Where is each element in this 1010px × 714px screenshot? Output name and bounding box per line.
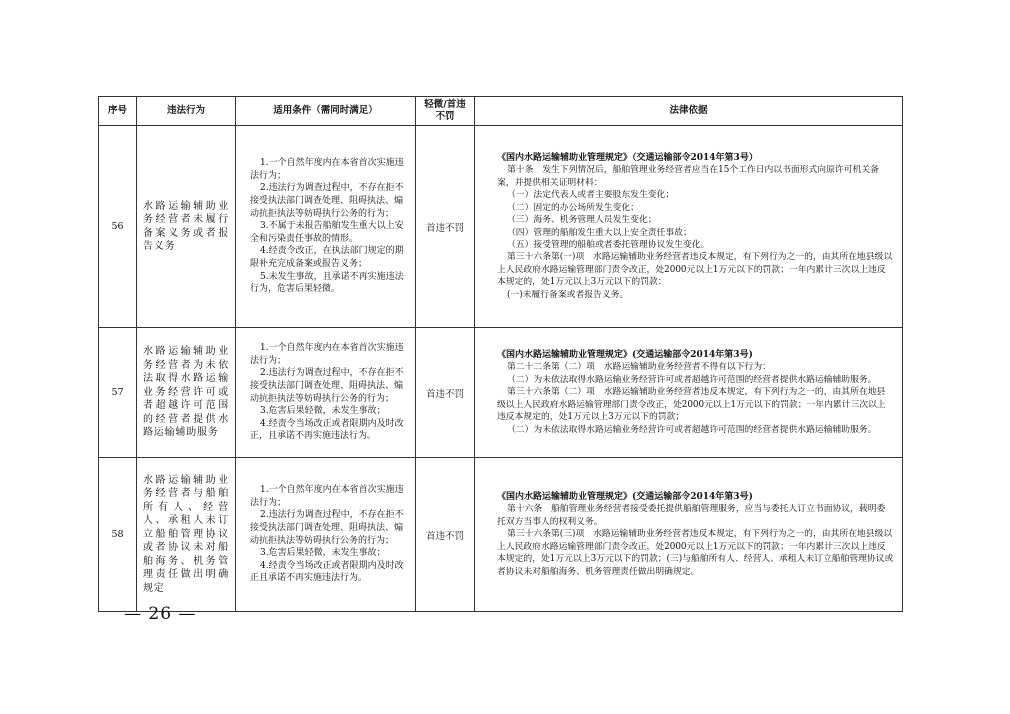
row-legal-basis [475,126,903,328]
law-line: (一)未履行备案或者报告义务。 [507,289,629,300]
condition-item: 4.经责令当场改正或者限期内及时改正，且承诺不再实施违法行为。 [250,418,404,442]
law-line: （四）管理的船舶发生重大以上安全责任事故； [507,227,692,238]
law-line: （一）法定代表人或者主要股东发生变化； [507,190,675,201]
row-conditions [236,126,416,328]
header-penalty-text: 轻微/首违不罚 [424,99,466,122]
condition-item: 1.一个自然年度内在本省首次实施违法行为； [250,485,404,508]
regulation-table [98,96,903,612]
row-serial-number: 58 [99,458,137,612]
row-serial-number: 57 [99,328,137,458]
law-line: 第十六条 船舶管理业务经营者接受委托提供船舶管理服务，应当与委托人订立书面协议，载明委托双方当事人的权利义务。 [497,504,886,527]
condition-item: 3.不属于未报告船舶发生重大以上安全和污染责任事故的情形。 [250,221,404,244]
row-legal-basis [475,458,903,612]
condition-item: 2.违法行为调查过程中，不存在拒不接受执法部门调查处理、阻碍执法、煽动抗拒执法等妨碍执行公务的行为； [250,368,404,404]
row-legal-basis [475,328,903,458]
condition-item: 1.一个自然年度内在本省首次实施违法行为； [250,158,404,181]
law-line: 第三十六条第（二）项 水路运输辅助业务经营者违反本规定，有下列行为之一的，由其所在地县级以上人民政府水路运输管理部门责令改正，处2000元以上1万元以下的罚款；一年内累计三次以上违反本规定的，处1万元以上3万元以下的罚款； [497,387,886,423]
law-line: （三）海务、机务管理人员发生变化； [507,215,657,226]
condition-item: 5.未发生事故，且承诺不再实施违法行为，危害后果轻微。 [250,271,404,295]
regulation-table-container [98,96,902,612]
law-line: 第十条 发生下列情况后，船舶管理业务经营者应当在15个工作日内以书面形式向原许可机关备案，并提供相关证明材料： [497,165,879,188]
row-violation: 水路运输辅助业务经营者未履行备案义务或者报告义务 [137,126,236,328]
row-violation: 水路运输辅助业务经营者与船舶所有人、经营人、承租人未订立船舶管理协议或者协议未对船舶海务、机务管理责任做出明确规定 [137,458,236,612]
row-violation: 水路运输辅助业务经营者为未依法取得水路运输业务经营许可或者超越许可范围的经营者提供水路运输辅助服务 [137,328,236,458]
law-line: （二）为未依法取得水路运输业务经营许可或者超越许可范围的经营者提供水路运输辅助服务。 [507,374,877,385]
law-title: 《国内水路运输辅助业管理规定》（交通运输部令2014年第3号） [497,153,758,164]
law-line: （五）接受管理的船舶或者委托管理协议发生变化。 [507,239,710,250]
header-violation: 违法行为 [137,97,236,126]
condition-item: 2.违法行为调查过程中，不存在拒不接受执法部门调查处理、阻碍执法、煽动抗拒执法等妨碍执行公务的行为； [250,183,404,219]
table-row [99,458,903,612]
header-legal-basis: 法律依据 [475,97,903,126]
row-penalty: 首违不罚 [416,458,475,612]
row-conditions [236,328,416,458]
row-serial-number: 56 [99,126,137,328]
condition-item: 2.违法行为调查过程中，不存在拒不接受执法部门调查处理、阻碍执法、煽动抗拒执法等妨碍执行公务的行为； [250,510,404,546]
header-conditions: 适用条件（需同时满足） [236,97,416,126]
law-title: 《国内水路运输辅助业管理规定》(交通运输部令2014年第3号) [497,492,753,503]
table-row [99,126,903,328]
condition-item: 3.危害后果轻微，未发生事故； [260,406,386,417]
law-line: （二）固定的办公场所发生变化； [507,202,639,213]
law-title: 《国内水路运输辅助业管理规定》(交通运输部令2014年第3号) [497,350,753,361]
table-header-row [99,97,903,126]
page-number: — 26 — [124,604,197,624]
law-line: （二）为未依法取得水路运输业务经营许可或者超越许可范围的经营者提供水路运输辅助服务。 [507,424,877,435]
row-conditions [236,458,416,612]
condition-item: 1.一个自然年度内在本省首次实施违法行为； [250,343,404,366]
header-penalty [416,97,475,126]
header-serial-number: 序号 [99,97,137,126]
table-row [99,328,903,458]
law-line: 第二十二条第（二）项 水路运输辅助业务经营者不得有以下行为： [507,362,771,373]
row-penalty: 首违不罚 [416,328,475,458]
condition-item: 4.经责令改正，在执法部门规定的期限补充完成备案或报告义务； [250,246,404,269]
law-line: 第三十六条第(三)项 水路运输辅助业务经营者违反本规定，有下列行为之一的，由其所在地县级以上人民政府水路运输管理部门责令改正，处2000元以上1万元以下的罚款；一年内累计三次以上违反本规定的，处1万元以上3万元以下的罚款；(三)与船舶所有人、经营人、承租人未订立船舶管理协议或者协议未对船舶海务、机务管理责任做出明确规定。 [497,529,894,577]
law-line: 第三十六条第(一)项 水路运输辅助业务经营者违反本规定，有下列行为之一的，由其所在地县级以上人民政府水路运输管理部门责令改正，处2000元以上1万元以下的罚款；一年内累计三次以上违反本规定的，处1万元以上3万元以下的罚款： [497,252,893,288]
condition-item: 3.危害后果轻微，未发生事故； [260,548,386,559]
condition-item: 4.经责令当场改正或者限期内及时改正且承诺不再实施违法行为。 [250,560,404,584]
row-penalty: 首违不罚 [416,126,475,328]
